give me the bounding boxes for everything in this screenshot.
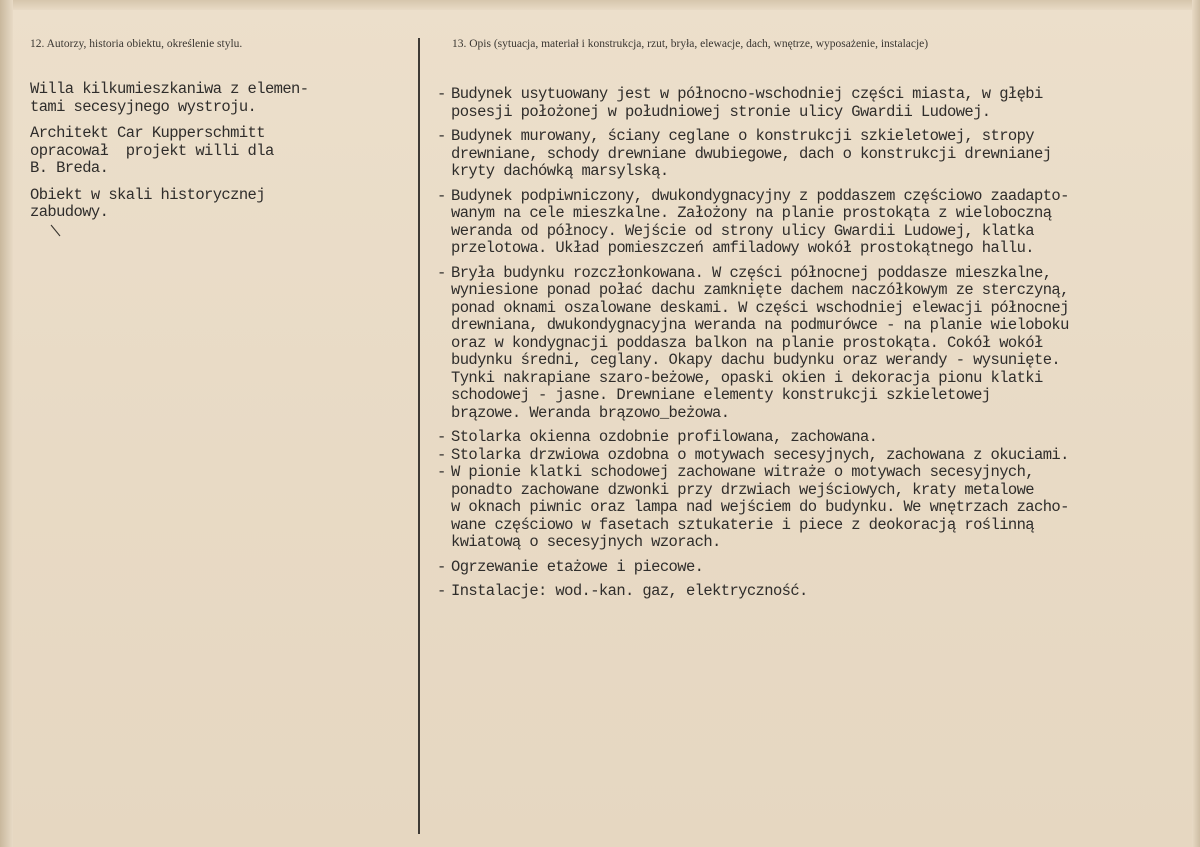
bullet-dash: - (437, 582, 446, 600)
text-line: Bryła budynku rozczłonkowana. W części północnej poddasze mieszkalne, (451, 263, 1052, 282)
text-line: tami secesyjnego wystroju. (30, 97, 257, 116)
text-line: Stolarka okienna ozdobnie profilowana, zachowana. (451, 428, 878, 446)
text-line: zabudowy. (30, 203, 109, 221)
text-line: Instalacje: wod.-kan. gaz, elektryczność. (451, 582, 808, 600)
text-line: Budynek usytuowany jest w północno-wschodniej części miasta, w głębi (451, 85, 1043, 103)
text-line: opracował projekt willi dla (30, 141, 274, 160)
text-line: Ogrzewanie etażowe i piecowe. (451, 557, 704, 576)
bullet-dash: - (437, 186, 446, 205)
text-line: kwiatową o secesyjnych wzorach. (451, 533, 721, 551)
text-line: oraz w kondygnacji poddasza balkon na planie prostokąta. Cokół wokół (451, 333, 1043, 352)
text-line: drewniana, dwukondygnacyjna weranda na podmurówce - na planie wieloboku (451, 316, 1069, 334)
text-line: posesji położonej w południowej stronie ulicy Gwardii Ludowej. (451, 102, 991, 121)
text-line: ponad oknami oszalowane deskami. W części wschodniej elewacji północnej (451, 298, 1069, 317)
authors-history-column (30, 81, 410, 231)
text-line: Budynek podpiwniczony, dwukondygnacyjny z poddaszem częściowo zaadapto- (451, 186, 1069, 205)
bullet-dash: - (437, 557, 446, 576)
text-line: weranda od północy. Wejście od strony ulicy Gwardii Ludowej, klatka (451, 221, 1035, 240)
section-12-header: 12. Autorzy, historia obiektu, określenie stylu. (30, 38, 243, 50)
text-line: Architekt Car Kupperschmitt (30, 124, 265, 142)
text-line: wyniesione ponad połać dachu zamknięte dachem naczółkowym ze sterczyną, (451, 281, 1069, 299)
text-line: budynku średni, ceglany. Okapy dachu budynku oraz werandy - wysunięte. (451, 351, 1061, 369)
section-13-header: 13. Opis (sytuacja, materiał i konstrukcja, rzut, bryła, elewacje, dach, wnętrze, wyposażenie, instalacje) (452, 38, 929, 50)
description-paragraph (437, 583, 1197, 601)
left-paragraph (30, 125, 410, 178)
column-divider (418, 38, 420, 834)
bullet-dash: - (437, 445, 446, 464)
bullet-dash: - (437, 263, 446, 282)
text-line: kryty dachówką marsylską. (451, 162, 669, 180)
bullet-dash: - (437, 463, 446, 481)
text-line: Obiekt w skali historycznej (30, 185, 265, 204)
left-paragraph (30, 81, 410, 116)
description-paragraph (437, 464, 1197, 552)
bullet-dash: - (437, 127, 446, 145)
description-paragraph (437, 559, 1197, 577)
text-line: w oknach piwnic oraz lampa nad wejściem do budynku. We wnętrzach zacho- (451, 498, 1069, 516)
bullet-dash: - (437, 428, 446, 446)
pen-mark (50, 224, 62, 238)
text-line: Willa kilkumieszkaniwa z elemen- (30, 80, 309, 98)
description-paragraph (437, 447, 1197, 465)
description-paragraph (437, 265, 1197, 423)
text-line: Budynek murowany, ściany ceglane o konstrukcji szkieletowej, stropy (451, 127, 1035, 145)
text-line: schodowej - jasne. Drewniane elementy konstrukcji szkieletowej (451, 386, 991, 404)
text-line: wanym na cele mieszkalne. Założony na planie prostokąta z wieloboczną (451, 204, 1052, 222)
bullet-dash: - (437, 85, 446, 103)
text-line: B. Breda. (30, 159, 109, 177)
description-paragraph (437, 429, 1197, 447)
description-paragraph (437, 86, 1197, 121)
text-line: przelotowa. Układ pomieszczeń amfiladowy wokół prostokątnego hallu. (451, 239, 1035, 257)
paper-edge-left (0, 0, 13, 847)
paper-edge-top (0, 0, 1200, 10)
text-line: ponadto zachowane dzwonki przy drzwiach wejściowych, kraty metalowe (451, 480, 1035, 499)
description-paragraph (437, 188, 1197, 258)
text-line: W pionie klatki schodowej zachowane witraże o motywach secesyjnych, (451, 463, 1035, 481)
description-column (437, 86, 1197, 608)
left-paragraph (30, 187, 410, 222)
text-line: wane częściowo w fasetach sztukaterie i piece z deokoracją roślinną (451, 515, 1035, 534)
text-line: drewniane, schody drewniane dwubiegowe, dach o konstrukcji drewnianej (451, 144, 1052, 163)
text-line: Stolarka drzwiowa ozdobna o motywach secesyjnych, zachowana z okuciami. (451, 445, 1069, 464)
text-line: Tynki nakrapiane szaro-beżowe, opaski okien i dekoracja pionu klatki (451, 368, 1043, 387)
description-paragraph (437, 128, 1197, 181)
text-line: brązowe. Weranda brązowo_beżowa. (451, 403, 730, 422)
